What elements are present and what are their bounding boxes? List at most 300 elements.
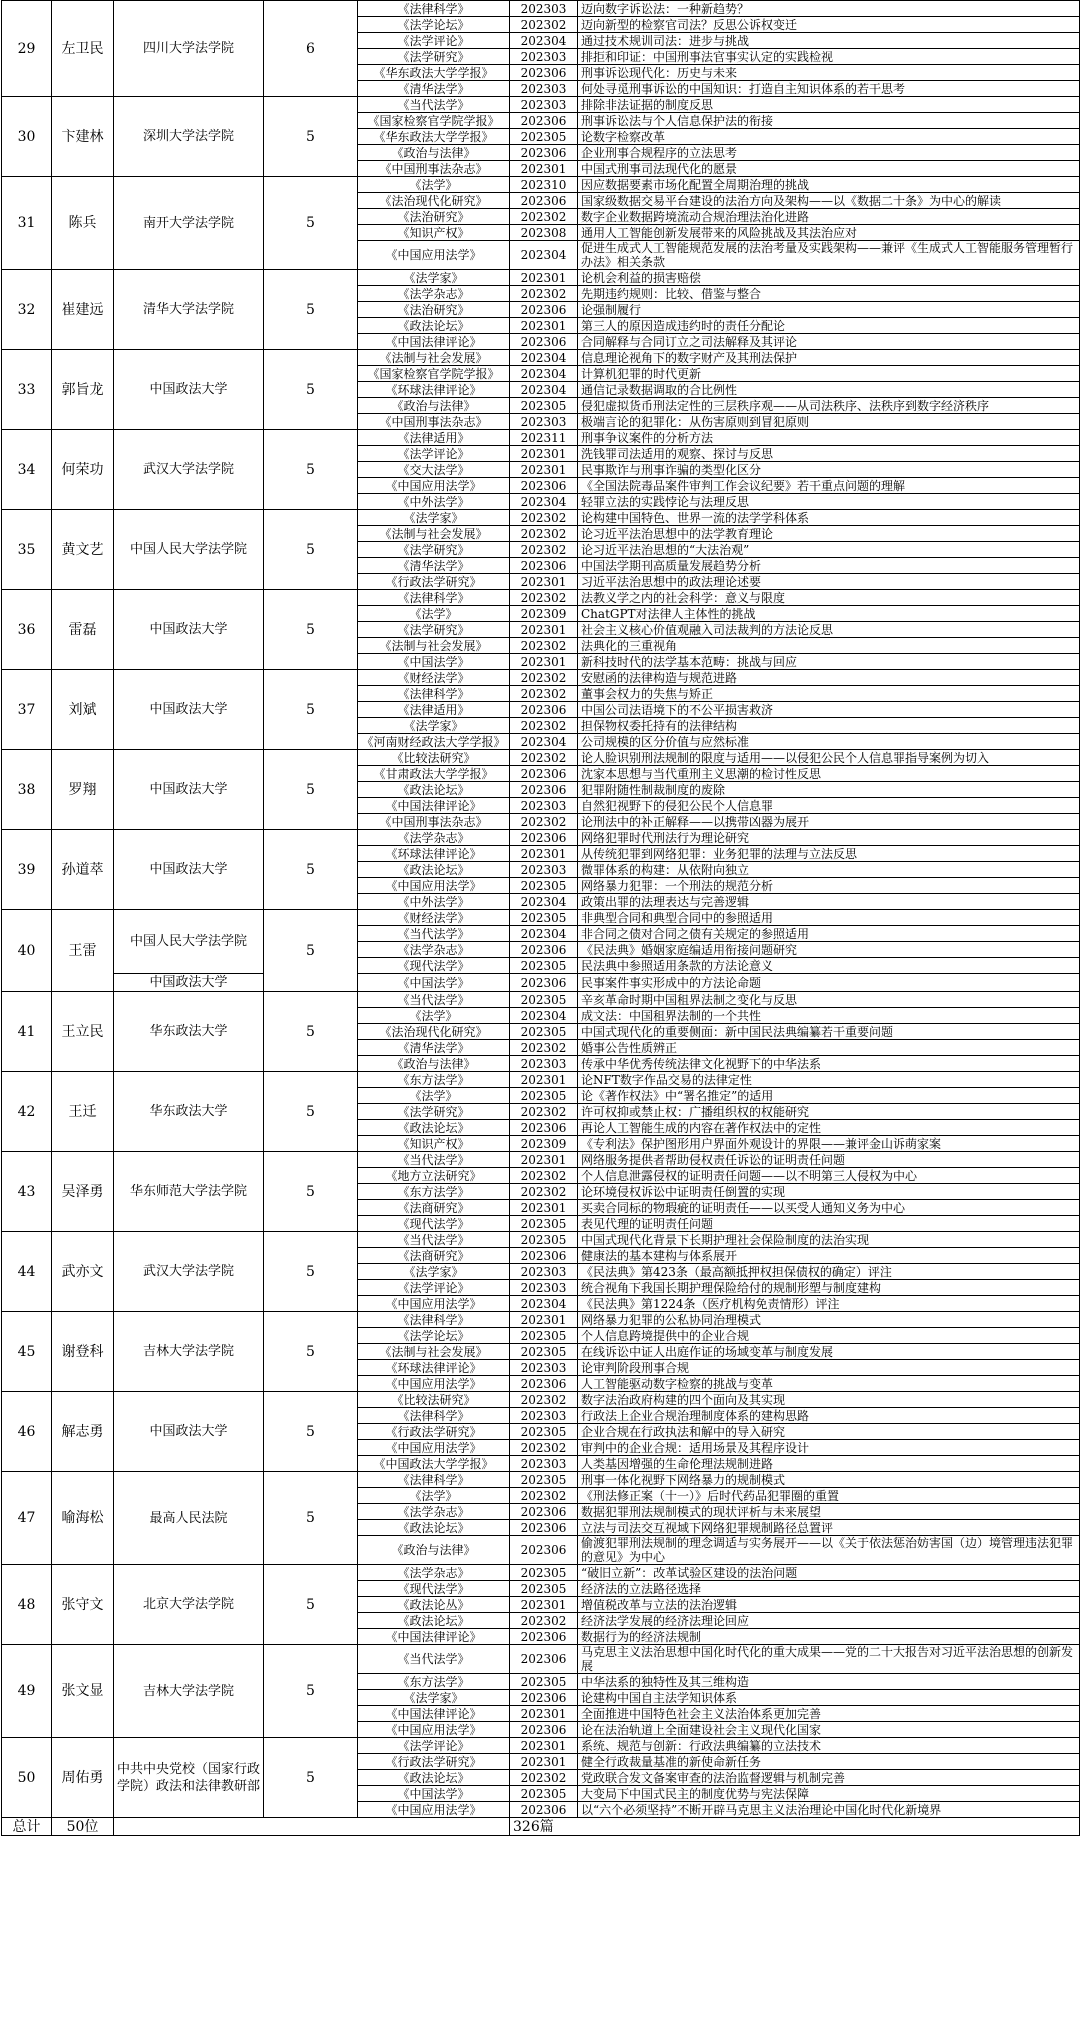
article-count: 5 xyxy=(264,1472,358,1565)
author-school: 华东政法大学 xyxy=(114,1072,264,1152)
issue-date: 202301 xyxy=(510,462,578,478)
article-title: 论《著作权法》中“署名推定”的适用 xyxy=(578,1088,1080,1104)
article-title: 民法典中参照适用条款的方法论意义 xyxy=(578,958,1080,974)
article-title: 沈家本思想与当代重刑主义思潮的检讨性反思 xyxy=(578,766,1080,782)
author-school: 中国政法大学 xyxy=(114,590,264,670)
issue-date: 202304 xyxy=(510,382,578,398)
issue-date: 202301 xyxy=(510,846,578,862)
issue-date: 202305 xyxy=(510,958,578,974)
author-id: 34 xyxy=(2,430,52,510)
issue-date: 202305 xyxy=(510,910,578,926)
journal-name: 《知识产权》 xyxy=(358,225,510,241)
author-name: 张文显 xyxy=(52,1645,114,1738)
article-count: 5 xyxy=(264,590,358,670)
author-id: 43 xyxy=(2,1152,52,1232)
article-title: 党政联合发文备案审查的法治监督逻辑与机制完善 xyxy=(578,1770,1080,1786)
table-row xyxy=(2,750,1080,766)
issue-date: 202306 xyxy=(510,1248,578,1264)
article-count: 5 xyxy=(264,97,358,177)
journal-name: 《东方法学》 xyxy=(358,1072,510,1088)
author-school: 中国政法大学 xyxy=(114,670,264,750)
article-title: 论人脸识别刑法规制的限度与适用——以侵犯公民个人信息罪指导案例为切入 xyxy=(578,750,1080,766)
issue-date: 202302 xyxy=(510,814,578,830)
journal-name: 《法制与社会发展》 xyxy=(358,350,510,366)
table-row xyxy=(2,510,1080,526)
journal-name: 《中国应用法学》 xyxy=(358,1296,510,1312)
journal-name: 《中国刑事法杂志》 xyxy=(358,161,510,177)
issue-date: 202301 xyxy=(510,1597,578,1613)
journal-name: 《政治与法律》 xyxy=(358,398,510,414)
journal-name: 《法学研究》 xyxy=(358,49,510,65)
article-title: 第三人的原因造成违约时的责任分配论 xyxy=(578,318,1080,334)
article-title: 《民法典》婚姻家庭编适用衔接问题研究 xyxy=(578,942,1080,958)
article-count: 5 xyxy=(264,1392,358,1472)
journal-name: 《中外法学》 xyxy=(358,494,510,510)
issue-date: 202304 xyxy=(510,894,578,910)
author-id: 36 xyxy=(2,590,52,670)
journal-name: 《法学》 xyxy=(358,177,510,193)
author-school: 深圳大学法学院 xyxy=(114,97,264,177)
article-title: 《全国法院毒品案件审判工作会议纪要》若干重点问题的理解 xyxy=(578,478,1080,494)
journal-name: 《法学》 xyxy=(358,1088,510,1104)
issue-date: 202306 xyxy=(510,1120,578,1136)
journal-name: 《东方法学》 xyxy=(358,1184,510,1200)
article-title: 个人信息跨境提供中的企业合规 xyxy=(578,1328,1080,1344)
author-school: 中国政法大学 xyxy=(114,750,264,830)
article-title: 刑事诉讼法与个人信息保护法的衔接 xyxy=(578,113,1080,129)
article-title: 法典化的三重视角 xyxy=(578,638,1080,654)
issue-date: 202303 xyxy=(510,862,578,878)
journal-name: 《环球法律评论》 xyxy=(358,382,510,398)
journal-name: 《政法论坛》 xyxy=(358,862,510,878)
journal-name: 《中国法律评论》 xyxy=(358,1706,510,1722)
author-name: 王立民 xyxy=(52,992,114,1072)
article-title: 企业合规在行政执法和解中的导入研究 xyxy=(578,1424,1080,1440)
issue-date: 202301 xyxy=(510,1738,578,1754)
journal-name: 《政法论坛》 xyxy=(358,1770,510,1786)
author-school: 华东师范大学法学院 xyxy=(114,1152,264,1232)
issue-date: 202302 xyxy=(510,638,578,654)
issue-date: 202302 xyxy=(510,590,578,606)
article-title: “破旧立新”：改革试验区建设的法治问题 xyxy=(578,1565,1080,1581)
author-id: 39 xyxy=(2,830,52,910)
author-name: 崔建远 xyxy=(52,270,114,350)
article-title: 自然犯视野下的侵犯公民个人信息罪 xyxy=(578,798,1080,814)
article-title: 计算机犯罪的时代更新 xyxy=(578,366,1080,382)
journal-name: 《华东政法大学学报》 xyxy=(358,129,510,145)
journal-name: 《法治现代化研究》 xyxy=(358,1024,510,1040)
journal-name: 《法治现代化研究》 xyxy=(358,193,510,209)
table-row xyxy=(2,1472,1080,1488)
journal-name: 《行政法学研究》 xyxy=(358,1754,510,1770)
issue-date: 202309 xyxy=(510,1136,578,1152)
article-title: 全面推进中国特色社会主义法治体系更加完善 xyxy=(578,1706,1080,1722)
journal-name: 《当代法学》 xyxy=(358,926,510,942)
issue-date: 202304 xyxy=(510,1296,578,1312)
journal-name: 《法治研究》 xyxy=(358,209,510,225)
article-title: 通过技术规训司法：进步与挑战 xyxy=(578,33,1080,49)
article-title: 论环境侵权诉讼中证明责任倒置的实现 xyxy=(578,1184,1080,1200)
article-title: 刑事一体化视野下网络暴力的规制模式 xyxy=(578,1472,1080,1488)
journal-name: 《法商研究》 xyxy=(358,1248,510,1264)
issue-date: 202304 xyxy=(510,241,578,270)
table-row xyxy=(2,1072,1080,1088)
article-title: 论机会利益的损害赔偿 xyxy=(578,270,1080,286)
journal-name: 《交大法学》 xyxy=(358,462,510,478)
table-row xyxy=(2,974,1080,992)
article-title: 民事欺诈与刑事诈骗的类型化区分 xyxy=(578,462,1080,478)
issue-date: 202302 xyxy=(510,286,578,302)
author-name: 张守文 xyxy=(52,1565,114,1645)
journal-name: 《法学研究》 xyxy=(358,622,510,638)
table-row xyxy=(2,1312,1080,1328)
article-title: 微罪体系的构建：从依附向独立 xyxy=(578,862,1080,878)
journal-name: 《法学杂志》 xyxy=(358,1565,510,1581)
journal-name: 《法学研究》 xyxy=(358,542,510,558)
author-name: 孙道萃 xyxy=(52,830,114,910)
article-title: 人类基因增强的生命伦理法规制进路 xyxy=(578,1456,1080,1472)
author-id: 47 xyxy=(2,1472,52,1565)
article-title: 《专利法》保护图形用户界面外观设计的界限——兼评金山诉萌家案 xyxy=(578,1136,1080,1152)
issue-date: 202303 xyxy=(510,1456,578,1472)
author-name: 陈兵 xyxy=(52,177,114,270)
article-title: 《刑法修正案（十一）》后时代药品犯罪圈的重置 xyxy=(578,1488,1080,1504)
article-title: 非典型合同和典型合同中的参照适用 xyxy=(578,910,1080,926)
issue-date: 202305 xyxy=(510,1232,578,1248)
article-title: 刑事诉讼现代化：历史与未来 xyxy=(578,65,1080,81)
issue-date: 202306 xyxy=(510,702,578,718)
issue-date: 202302 xyxy=(510,750,578,766)
issue-date: 202302 xyxy=(510,1392,578,1408)
issue-date: 202305 xyxy=(510,398,578,414)
article-title: 以“六个必须坚持”不断开辟马克思主义法治理论中国化时代化新境界 xyxy=(578,1802,1080,1818)
article-title: 习近平法治思想中的政法理论述要 xyxy=(578,574,1080,590)
author-school: 武汉大学法学院 xyxy=(114,1232,264,1312)
article-title: 网络犯罪时代刑法行为理论研究 xyxy=(578,830,1080,846)
article-title: 人工智能驱动数字检察的挑战与变革 xyxy=(578,1376,1080,1392)
issue-date: 202301 xyxy=(510,1706,578,1722)
article-title: 轻罪立法的实践悖论与法理反思 xyxy=(578,494,1080,510)
journal-name: 《中国刑事法杂志》 xyxy=(358,814,510,830)
article-count: 5 xyxy=(264,510,358,590)
journal-name: 《当代法学》 xyxy=(358,1645,510,1674)
article-title: 论构建中国特色、世界一流的法学学科体系 xyxy=(578,510,1080,526)
author-school: 中国政法大学 xyxy=(114,1392,264,1472)
journal-name: 《政法论坛》 xyxy=(358,1613,510,1629)
author-school: 中国人民大学法学院 xyxy=(114,510,264,590)
table-row xyxy=(2,1392,1080,1408)
article-title: 从传统犯罪到网络犯罪：业务犯罪的法理与立法反思 xyxy=(578,846,1080,862)
article-title: 董事会权力的失焦与矫正 xyxy=(578,686,1080,702)
journal-name: 《甘肃政法大学学报》 xyxy=(358,766,510,782)
author-school-secondary: 中国政法大学 xyxy=(114,974,264,992)
table-row xyxy=(2,1232,1080,1248)
journal-name: 《法学评论》 xyxy=(358,33,510,49)
issue-date: 202302 xyxy=(510,718,578,734)
author-name: 谢登科 xyxy=(52,1312,114,1392)
issue-date: 202301 xyxy=(510,161,578,177)
journal-name: 《当代法学》 xyxy=(358,992,510,1008)
issue-date: 202306 xyxy=(510,1690,578,1706)
journal-name: 《东方法学》 xyxy=(358,1674,510,1690)
article-title: 《民法典》第1224条（医疗机构免责情形）评注 xyxy=(578,1296,1080,1312)
issue-date: 202306 xyxy=(510,302,578,318)
journal-name: 《当代法学》 xyxy=(358,1152,510,1168)
issue-date: 202305 xyxy=(510,1424,578,1440)
journal-name: 《清华法学》 xyxy=(358,558,510,574)
total-spacer xyxy=(114,1818,510,1836)
author-school: 华东政法大学 xyxy=(114,992,264,1072)
issue-date: 202305 xyxy=(510,1344,578,1360)
issue-date: 202306 xyxy=(510,830,578,846)
author-school: 中共中央党校（国家行政学院）政法和法律教研部 xyxy=(114,1738,264,1818)
article-title: 经济法学发展的经济法理论回应 xyxy=(578,1613,1080,1629)
table-row xyxy=(2,670,1080,686)
journal-name: 《法律科学》 xyxy=(358,1472,510,1488)
journal-name: 《法学家》 xyxy=(358,1264,510,1280)
issue-date: 202311 xyxy=(510,430,578,446)
author-id: 29 xyxy=(2,1,52,97)
issue-date: 202304 xyxy=(510,926,578,942)
issue-date: 202301 xyxy=(510,446,578,462)
issue-date: 202304 xyxy=(510,350,578,366)
journal-name: 《法学杂志》 xyxy=(358,1504,510,1520)
issue-date: 202304 xyxy=(510,734,578,750)
journal-name: 《法律科学》 xyxy=(358,590,510,606)
article-count: 5 xyxy=(264,350,358,430)
journal-name: 《中国应用法学》 xyxy=(358,478,510,494)
article-title: 通用人工智能创新发展带来的风险挑战及其法治应对 xyxy=(578,225,1080,241)
author-name: 卞建林 xyxy=(52,97,114,177)
issue-date: 202302 xyxy=(510,1488,578,1504)
journal-name: 《法律科学》 xyxy=(358,1408,510,1424)
issue-date: 202303 xyxy=(510,1264,578,1280)
article-count: 5 xyxy=(264,910,358,992)
issue-date: 202306 xyxy=(510,1536,578,1565)
article-title: 排拒和印证：中国刑事法官事实认定的实践检视 xyxy=(578,49,1080,65)
issue-date: 202304 xyxy=(510,33,578,49)
journal-name: 《政法论坛》 xyxy=(358,318,510,334)
journal-name: 《法学评论》 xyxy=(358,1280,510,1296)
journal-name: 《中国应用法学》 xyxy=(358,1440,510,1456)
journal-name: 《知识产权》 xyxy=(358,1136,510,1152)
author-name: 何荣功 xyxy=(52,430,114,510)
article-title: 大变局下中国式民主的制度优势与宪法保障 xyxy=(578,1786,1080,1802)
article-title: 行政法上企业合规治理制度体系的建构思路 xyxy=(578,1408,1080,1424)
article-title: 合同解释与合同订立之司法解释及其评论 xyxy=(578,334,1080,350)
journal-name: 《中国刑事法杂志》 xyxy=(358,414,510,430)
issue-date: 202305 xyxy=(510,878,578,894)
author-school: 北京大学法学院 xyxy=(114,1565,264,1645)
issue-date: 202306 xyxy=(510,478,578,494)
author-school: 武汉大学法学院 xyxy=(114,430,264,510)
issue-date: 202301 xyxy=(510,1152,578,1168)
article-title: 论数字检察改革 xyxy=(578,129,1080,145)
article-title: 极端言论的犯罪化：从伤害原则到冒犯原则 xyxy=(578,414,1080,430)
author-id: 45 xyxy=(2,1312,52,1392)
article-title: 统合视角下我国长期护理保险给付的规制形塑与制度建构 xyxy=(578,1280,1080,1296)
author-school: 吉林大学法学院 xyxy=(114,1312,264,1392)
author-id: 37 xyxy=(2,670,52,750)
issue-date: 202306 xyxy=(510,1722,578,1738)
article-title: 数据犯罪刑法规制模式的现状评析与未来展望 xyxy=(578,1504,1080,1520)
article-title: 民事案件事实形成中的方法论命题 xyxy=(578,974,1080,992)
author-id: 42 xyxy=(2,1072,52,1152)
journal-name: 《法律适用》 xyxy=(358,702,510,718)
issue-date: 202303 xyxy=(510,414,578,430)
journal-name: 《华东政法大学学报》 xyxy=(358,65,510,81)
issue-date: 202306 xyxy=(510,766,578,782)
article-title: 数字企业数据跨境流动合规治理法治化进路 xyxy=(578,209,1080,225)
journal-name: 《比较法研究》 xyxy=(358,750,510,766)
author-school: 最高人民法院 xyxy=(114,1472,264,1565)
journal-name: 《法学杂志》 xyxy=(358,830,510,846)
article-count: 5 xyxy=(264,670,358,750)
author-school: 中国政法大学 xyxy=(114,830,264,910)
table-row xyxy=(2,1565,1080,1581)
issue-date: 202305 xyxy=(510,1216,578,1232)
article-title: 中国式刑事司法现代化的愿景 xyxy=(578,161,1080,177)
journal-name: 《政法论坛》 xyxy=(358,1520,510,1536)
issue-date: 202306 xyxy=(510,65,578,81)
journal-name: 《中国应用法学》 xyxy=(358,878,510,894)
article-title: 中国式现代化背景下长期护理社会保险制度的法治实现 xyxy=(578,1232,1080,1248)
table-row xyxy=(2,350,1080,366)
table-row xyxy=(2,992,1080,1008)
journal-name: 《国家检察官学院学报》 xyxy=(358,113,510,129)
table-row xyxy=(2,590,1080,606)
journal-name: 《现代法学》 xyxy=(358,1216,510,1232)
author-id: 30 xyxy=(2,97,52,177)
author-school: 中国政法大学 xyxy=(114,350,264,430)
article-title: 立法与司法交互视域下网络犯罪规制路径总置评 xyxy=(578,1520,1080,1536)
article-title: 刑事争议案件的分析方法 xyxy=(578,430,1080,446)
issue-date: 202304 xyxy=(510,1008,578,1024)
article-title: 论NFT数字作品交易的法律定性 xyxy=(578,1072,1080,1088)
author-id: 44 xyxy=(2,1232,52,1312)
total-label: 总计 xyxy=(2,1818,52,1836)
issue-date: 202302 xyxy=(510,1440,578,1456)
journal-name: 《法学》 xyxy=(358,606,510,622)
issue-date: 202306 xyxy=(510,113,578,129)
journal-name: 《中国应用法学》 xyxy=(358,241,510,270)
author-id: 35 xyxy=(2,510,52,590)
journal-name: 《比较法研究》 xyxy=(358,1392,510,1408)
author-id: 41 xyxy=(2,992,52,1072)
journal-name: 《法学评论》 xyxy=(358,446,510,462)
journal-name: 《中国应用法学》 xyxy=(358,1376,510,1392)
issue-date: 202306 xyxy=(510,193,578,209)
article-title: 迈向新型的检察官司法？反思公诉权变迁 xyxy=(578,17,1080,33)
journal-name: 《法律科学》 xyxy=(358,1312,510,1328)
issue-date: 202302 xyxy=(510,670,578,686)
journal-name: 《行政法学研究》 xyxy=(358,1424,510,1440)
issue-date: 202302 xyxy=(510,17,578,33)
issue-date: 202305 xyxy=(510,1328,578,1344)
table-row xyxy=(2,97,1080,113)
issue-date: 202305 xyxy=(510,992,578,1008)
article-count: 5 xyxy=(264,1152,358,1232)
article-title: 中国法学期刊高质量发展趋势分析 xyxy=(578,558,1080,574)
issue-date: 202306 xyxy=(510,1802,578,1818)
issue-date: 202302 xyxy=(510,1104,578,1120)
issue-date: 202302 xyxy=(510,1770,578,1786)
issue-date: 202303 xyxy=(510,798,578,814)
journal-name: 《法学》 xyxy=(358,1008,510,1024)
issue-date: 202310 xyxy=(510,177,578,193)
journal-name: 《法学家》 xyxy=(358,1690,510,1706)
article-title: 中华法系的独特性及其三维构造 xyxy=(578,1674,1080,1690)
issue-date: 202301 xyxy=(510,654,578,670)
article-title: 排除非法证据的制度反思 xyxy=(578,97,1080,113)
article-title: 再论人工智能生成的内容在著作权法中的定性 xyxy=(578,1120,1080,1136)
article-title: 论强制履行 xyxy=(578,302,1080,318)
article-title: 许可权抑或禁止权：广播组织权的权能研究 xyxy=(578,1104,1080,1120)
article-count: 5 xyxy=(264,1232,358,1312)
journal-name: 《中国法学》 xyxy=(358,1786,510,1802)
author-name: 王雷 xyxy=(52,910,114,992)
journal-name: 《行政法学研究》 xyxy=(358,574,510,590)
article-title: 企业刑事合规程序的立法思考 xyxy=(578,145,1080,161)
table-row xyxy=(2,1738,1080,1754)
journal-name: 《法学家》 xyxy=(358,718,510,734)
article-title: 马克思主义法治思想中国化时代化的重大成果——党的二十大报告对习近平法治思想的创新发展 xyxy=(578,1645,1080,1674)
journal-name: 《清华法学》 xyxy=(358,81,510,97)
article-title: 中国式现代化的重要侧面：新中国民法典编纂若干重要问题 xyxy=(578,1024,1080,1040)
issue-date: 202306 xyxy=(510,974,578,992)
journal-name: 《环球法律评论》 xyxy=(358,846,510,862)
journal-name: 《现代法学》 xyxy=(358,1581,510,1597)
article-title: 审判中的企业合规：适用场景及其程序设计 xyxy=(578,1440,1080,1456)
article-title: 论在法治轨道上全面建设社会主义现代化国家 xyxy=(578,1722,1080,1738)
author-name: 左卫民 xyxy=(52,1,114,97)
issue-date: 202302 xyxy=(510,1184,578,1200)
article-title: 政策出罪的法理表达与完善逻辑 xyxy=(578,894,1080,910)
table-row xyxy=(2,910,1080,926)
article-count: 5 xyxy=(264,750,358,830)
article-title: 法教义学之内的社会科学：意义与限度 xyxy=(578,590,1080,606)
author-school: 吉林大学法学院 xyxy=(114,1645,264,1738)
issue-date: 202305 xyxy=(510,1565,578,1581)
article-title: 论审判阶段刑事合规 xyxy=(578,1360,1080,1376)
journal-name: 《中国法律评论》 xyxy=(358,1629,510,1645)
total-authors: 50位 xyxy=(52,1818,114,1836)
author-school: 四川大学法学院 xyxy=(114,1,264,97)
article-title: 系统、规范与创新：行政法典编纂的立法技术 xyxy=(578,1738,1080,1754)
article-title: 网络服务提供者帮助侵权责任诉讼的证明责任问题 xyxy=(578,1152,1080,1168)
journal-name: 《法学家》 xyxy=(358,270,510,286)
journal-name: 《政法论丛》 xyxy=(358,1597,510,1613)
table-row xyxy=(2,1645,1080,1674)
article-title: 传承中华优秀传统法律文化视野下的中华法系 xyxy=(578,1056,1080,1072)
journal-name: 《政法论坛》 xyxy=(358,782,510,798)
journal-name: 《法律科学》 xyxy=(358,1,510,17)
article-title: 婚事公告性质辨正 xyxy=(578,1040,1080,1056)
journal-name: 《法制与社会发展》 xyxy=(358,638,510,654)
journal-name: 《中国法学》 xyxy=(358,654,510,670)
journal-name: 《河南财经政法大学学报》 xyxy=(358,734,510,750)
table-row xyxy=(2,830,1080,846)
article-count: 5 xyxy=(264,270,358,350)
article-title: 国家级数据交易平台建设的法治方向及架构——以《数据二十条》为中心的解读 xyxy=(578,193,1080,209)
author-school: 清华大学法学院 xyxy=(114,270,264,350)
issue-date: 202305 xyxy=(510,1472,578,1488)
article-title: 经济法的立法路径选择 xyxy=(578,1581,1080,1597)
issue-date: 202301 xyxy=(510,1200,578,1216)
article-title: 网络暴力犯罪：一个刑法的规范分析 xyxy=(578,878,1080,894)
article-title: 网络暴力犯罪的公私协同治理模式 xyxy=(578,1312,1080,1328)
article-title: 担保物权委托持有的法律结构 xyxy=(578,718,1080,734)
